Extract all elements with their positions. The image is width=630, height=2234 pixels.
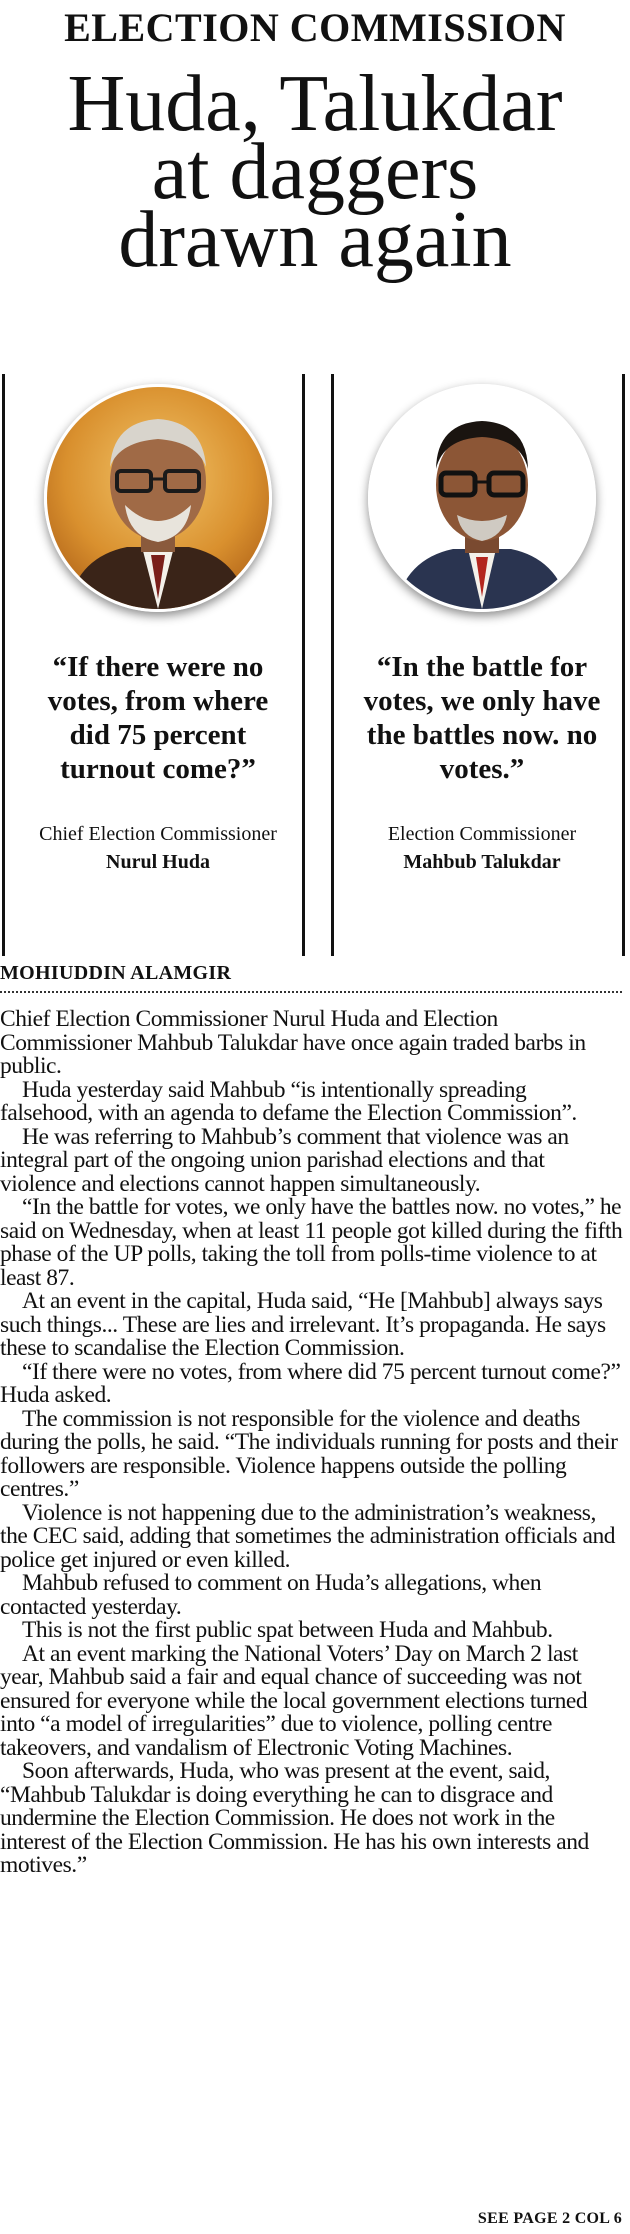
- story-paragraph: Soon afterwards, Huda, who was present at the event, said, “Mahbub Talukdar is doing everything he can to disgrace and undermine the Election Commission. He does not work in the interest of the Election Commission. He has his own interests and motives.”: [0, 1758, 589, 1878]
- story-paragraph: “If there were no votes, from where did 75 percent turnout come?” Huda asked.: [0, 1358, 621, 1408]
- mahbub-talukdar-photo: [368, 384, 596, 612]
- story-paragraph: Mahbub refused to comment on Huda’s allegations, when contacted yesterday.: [0, 1570, 542, 1620]
- talukdar-title: Election Commissioner: [387, 823, 577, 845]
- story-paragraph: At an event marking the National Voters’ Day on March 2 last year, Mahbub said a fair and equal chance of succeeding was not ensured for everyone while the local government elections turned into “a model of irregularities” due to violence, polling centre takeovers, and vandalism of Electronic Voting Machines.: [0, 1640, 588, 1761]
- huda-quote: “If there were no votes, from where did 75 percent turnout come?”: [47, 651, 269, 785]
- byline: MOHIUDDIN ALAMGIR: [0, 962, 622, 993]
- column-rule-left: [2, 374, 5, 956]
- huda-title: Chief Election Commissioner: [39, 823, 277, 845]
- section-kicker: ELECTION COMMISSION: [64, 5, 566, 50]
- continued-jump-line: SEE PAGE 2 COL 6: [477, 2210, 622, 2227]
- talukdar-caption: [357, 820, 607, 876]
- story-paragraph: Chief Election Commissioner Nurul Huda and Election Commissioner Mahbub Talukdar have once again traded barbs in public.: [0, 1006, 586, 1079]
- story-paragraph: This is not the first public spat between Huda and Mahbub.: [22, 1617, 553, 1643]
- nurul-huda-photo: [44, 384, 272, 612]
- column-rule-middle: [302, 374, 305, 956]
- headline-line-2: at daggers: [151, 128, 479, 216]
- story-paragraph: At an event in the capital, Huda said, “He [Mahbub] always says such things... These are lies and irrelevant. It’s propaganda. He says these to scandalise the Election Commission.: [0, 1288, 606, 1361]
- story-body: [0, 1008, 624, 1878]
- story-paragraph: He was referring to Mahbub’s comment that violence was an integral part of the ongoing union parishad elections and that violence and elections cannot happen simultaneously.: [0, 1123, 569, 1197]
- story-paragraph: “In the battle for votes, we only have the battles now. no votes,” he said on Wednesday, when at least 11 people got killed during the fifth phase of the UP polls, taking the toll from polls-time violence to at least 87.: [0, 1194, 623, 1291]
- talukdar-name: Mahbub Talukdar: [403, 851, 561, 873]
- headline: [0, 60, 630, 284]
- column-rule-middle-2: [331, 374, 334, 956]
- huda-name: Nurul Huda: [106, 851, 210, 873]
- story-paragraph: The commission is not responsible for the violence and deaths during the polls, he said. “The individuals running for posts and their followers are responsible. Violence happens outside the polling centres.”: [0, 1405, 618, 1502]
- profile-nurul-huda: [33, 384, 283, 876]
- headline-line-3: drawn again: [118, 196, 512, 284]
- column-rule-right: [622, 374, 625, 956]
- huda-caption: [33, 820, 283, 876]
- story-paragraph: Huda yesterday said Mahbub “is intentionally spreading falsehood, with an agenda to defame the Election Commission”.: [0, 1076, 577, 1126]
- profile-mahbub-talukdar: [357, 384, 607, 876]
- talukdar-quote: “In the battle for votes, we only have the battles now. no votes.”: [363, 651, 601, 785]
- headline-line-1: Huda, Talukdar: [67, 60, 563, 148]
- story-paragraph: Violence is not happening due to the administration’s weakness, the CEC said, adding that sometimes the administration officials and police get injured or even killed.: [0, 1499, 616, 1573]
